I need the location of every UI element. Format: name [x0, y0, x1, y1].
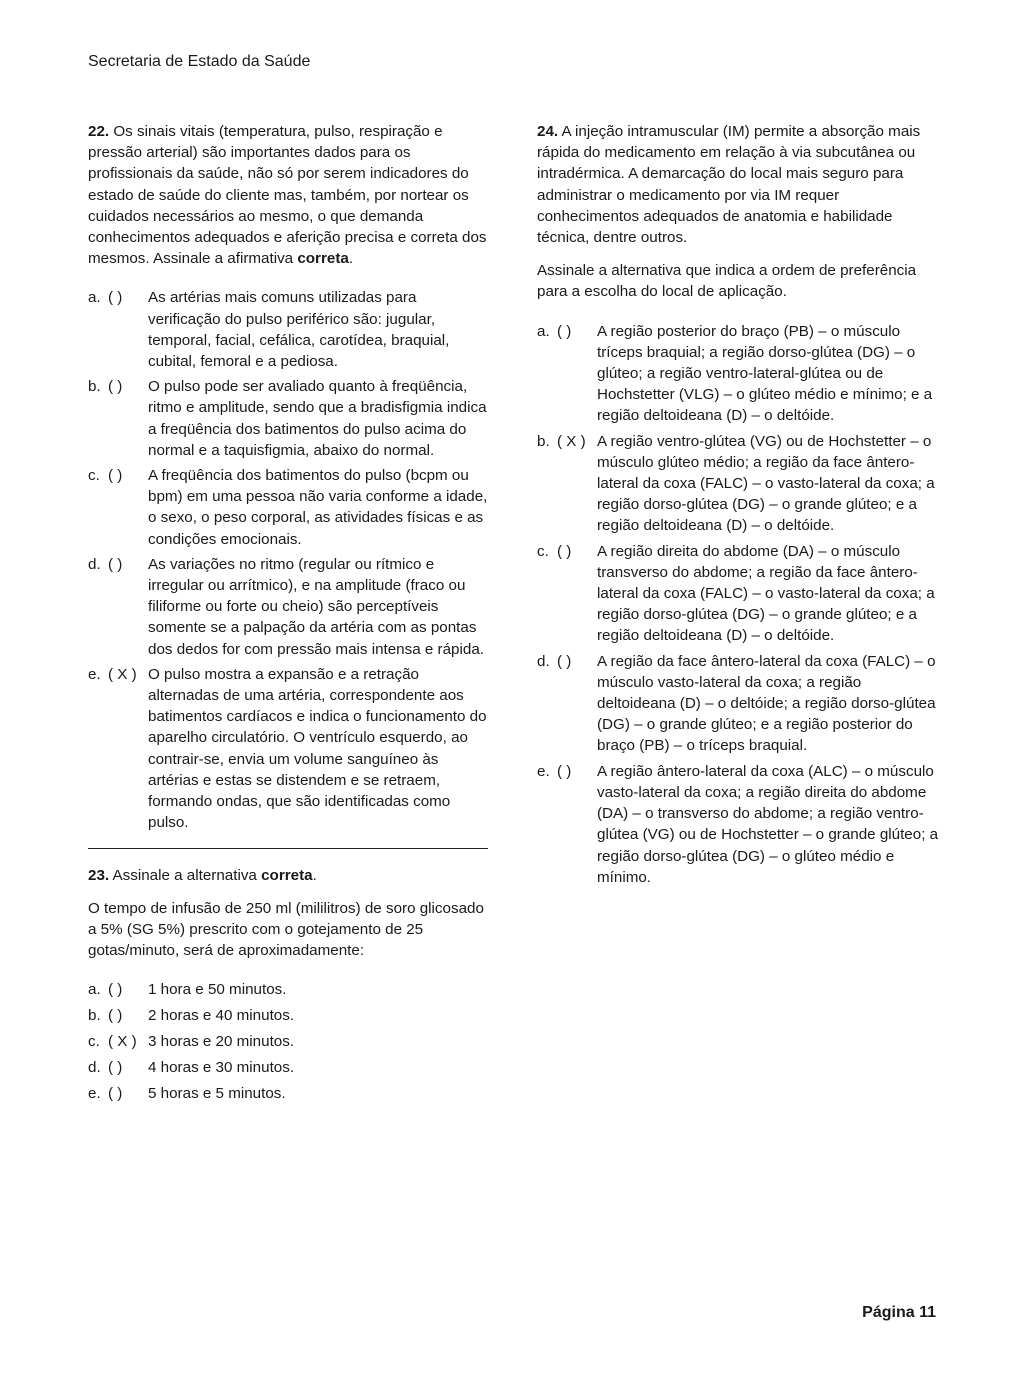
question-text-end: . — [348, 250, 354, 268]
question-number: 23. — [88, 866, 110, 884]
option-letter: a. — [88, 981, 101, 999]
question-intro — [537, 121, 942, 248]
option-d[interactable] — [537, 651, 942, 757]
option-letter: a. — [537, 322, 550, 340]
question-text: Os sinais vitais (temperatura, pulso, respiração e pressão arterial) são importantes dados para os profissionais da saúde, não só por serem indicadores do estado de saúde do cliente mas, também, por nortear os cuidados necessários ao mesmo, o que demanda conhecimentos adequados e aferição precisa e correta dos mesmos. Assinale a afirmativa — [88, 123, 487, 268]
option-c[interactable] — [88, 465, 488, 550]
option-letter: e. — [88, 665, 101, 683]
option-text: A região direita do abdome (DA) – o músculo transverso do abdome; a região da face ântero-lateral da coxa (FALC) – o vasto-lateral da coxa; a região dorso-glútea (DG) – o grande glúteo; e a região deltoideana (D) – o deltóide. — [597, 542, 935, 645]
option-letter: c. — [88, 467, 100, 485]
question-emphasis: correta — [297, 250, 349, 268]
option-b[interactable] — [537, 431, 942, 537]
option-checkbox[interactable]: ( ) — [557, 762, 572, 780]
option-text: 3 horas e 20 minutos. — [148, 1033, 295, 1051]
option-checkbox[interactable]: ( X ) — [557, 432, 586, 450]
option-checkbox[interactable]: ( ) — [108, 1007, 123, 1025]
option-letter: d. — [88, 1059, 101, 1077]
option-checkbox[interactable]: ( ) — [108, 981, 123, 999]
option-letter: e. — [88, 1085, 101, 1103]
option-checkbox[interactable]: ( ) — [557, 542, 572, 560]
question-text: Assinale a alternativa — [109, 866, 262, 884]
option-letter: b. — [88, 378, 101, 396]
left-column — [88, 121, 488, 1109]
right-column — [537, 121, 942, 892]
option-b[interactable] — [88, 376, 488, 461]
option-b[interactable] — [88, 1005, 488, 1026]
option-checkbox[interactable]: ( X ) — [108, 1033, 137, 1051]
option-d[interactable] — [88, 554, 488, 660]
option-e[interactable] — [88, 664, 488, 834]
option-text: 2 horas e 40 minutos. — [148, 1007, 295, 1025]
option-c[interactable] — [537, 541, 942, 647]
option-letter: d. — [537, 652, 550, 670]
option-text: 1 hora e 50 minutos. — [148, 981, 287, 999]
options-list — [88, 287, 488, 833]
option-checkbox[interactable]: ( ) — [557, 322, 572, 340]
question-emphasis: correta — [261, 866, 313, 884]
option-letter: e. — [537, 762, 550, 780]
option-checkbox[interactable]: ( ) — [557, 652, 572, 670]
option-text: O pulso mostra a expansão e a retração alternadas de uma artéria, correspondente aos batimentos cardíacos e indica o funcionamento do aparelho circulatório. O ventrículo esquerdo, ao contrair-se, envia um volume sanguíneo às artérias e estas se distendem e se retraem, formando ondas, que são identificadas como pulso. — [148, 665, 487, 832]
option-text: A freqüência dos batimentos do pulso (bcpm ou bpm) em uma pessoa não varia conforme a idade, o sexo, o peso corporal, as atividades físicas e as condições emocionais. — [148, 467, 488, 548]
option-text: O pulso pode ser avaliado quanto à freqüência, ritmo e amplitude, sendo que a bradisfigmia indica a freqüência dos batimentos do pulso acima do normal e a taquisfigmia, abaixo do normal. — [148, 378, 487, 459]
option-e[interactable] — [537, 761, 942, 888]
option-checkbox[interactable]: ( X ) — [108, 665, 137, 683]
option-text: As artérias mais comuns utilizadas para verificação do pulso periférico são: jugular, temporal, facial, cefálica, carotídea, braquial, cubital, femoral e a pediosa. — [148, 289, 450, 371]
question-intro — [88, 121, 488, 269]
option-letter: b. — [88, 1007, 101, 1025]
option-a[interactable] — [88, 979, 488, 1000]
question-text-end: . — [312, 866, 317, 884]
options-list — [88, 979, 488, 1104]
question-text: A injeção intramuscular (IM) permite a absorção mais rápida do medicamento em relação à via subcutânea ou intradérmica. A demarcação do local mais seguro para administrar o medicamento por via IM requer conhecimentos adequados de anatomia e habilidade técnica, dentre outros. — [537, 123, 921, 247]
page-header-title: Secretaria de Estado da Saúde — [88, 53, 311, 70]
option-text: 5 horas e 5 minutos. — [148, 1085, 286, 1103]
option-e[interactable] — [88, 1083, 488, 1104]
question-prompt: O tempo de infusão de 250 ml (mililitros) de soro glicosado a 5% (SG 5%) prescrito com o gotejamento de 25 gotas/minuto, será de aproximadamente: — [88, 899, 484, 960]
option-letter: b. — [537, 432, 550, 450]
option-text: A região da face ântero-lateral da coxa (FALC) – o músculo vasto-lateral da coxa; a região deltoideana (D) – o deltóide; a região dorso-glútea (DG) – o grande glúteo; e a região posterior do braço (PB) – o tríceps braquial. — [597, 652, 936, 755]
option-a[interactable] — [88, 287, 488, 372]
question-23 — [88, 865, 488, 1105]
question-24 — [537, 121, 942, 888]
question-divider — [88, 848, 488, 849]
option-checkbox[interactable]: ( ) — [108, 1059, 123, 1077]
option-checkbox[interactable]: ( ) — [108, 378, 123, 396]
question-intro — [88, 865, 488, 886]
option-d[interactable] — [88, 1057, 488, 1078]
option-text: A região ventro-glútea (VG) ou de Hochstetter – o músculo glúteo médio; a região da face ântero-lateral da coxa (FALC) – o vasto-lateral da coxa; a região dorso-glútea (DG) – o grande glúteo; e a região deltoideana (D) – o deltóide. — [597, 432, 935, 535]
option-text: As variações no ritmo (regular ou rítmico e irregular ou arrítmico), e na amplitude (fraco ou filiforme ou forte ou cheio) são perceptíveis somente se a palpação da artéria com as pontas dos dedos for com pressão mais intensa e rápida. — [148, 555, 484, 658]
option-checkbox[interactable]: ( ) — [108, 1085, 123, 1103]
option-a[interactable] — [537, 321, 942, 427]
question-22 — [88, 121, 488, 834]
option-text: A região ântero-lateral da coxa (ALC) – o músculo vasto-lateral da coxa; a região direita do abdome (DA) – o transverso do abdome; a região ventro-glútea (VG) ou de Hochstetter – o grande glúteo; a região dorso-glútea (DG) – o glúteo médio e mínimo. — [597, 762, 939, 886]
page-number: Página 11 — [862, 1304, 936, 1321]
option-letter: a. — [88, 289, 101, 307]
option-checkbox[interactable]: ( ) — [108, 467, 123, 485]
options-list — [537, 321, 942, 888]
question-prompt: Assinale a alternativa que indica a ordem de preferência para a escolha do local de aplicação. — [537, 262, 917, 301]
option-c[interactable] — [88, 1031, 488, 1052]
option-letter: c. — [537, 542, 549, 560]
option-text: 4 horas e 30 minutos. — [148, 1059, 295, 1077]
option-letter: c. — [88, 1033, 100, 1051]
option-letter: d. — [88, 555, 101, 573]
option-checkbox[interactable]: ( ) — [108, 289, 123, 307]
option-checkbox[interactable]: ( ) — [108, 555, 123, 573]
option-text: A região posterior do braço (PB) – o músculo tríceps braquial; a região dorso-glútea (DG) – o glúteo; a região ventro-lateral-glútea ou de Hochstetter (VLG) – o glúteo médio e mínimo; e a região deltoideana (D) – o deltóide. — [597, 322, 933, 425]
question-number: 22. — [88, 123, 110, 140]
question-number: 24. — [537, 123, 559, 140]
